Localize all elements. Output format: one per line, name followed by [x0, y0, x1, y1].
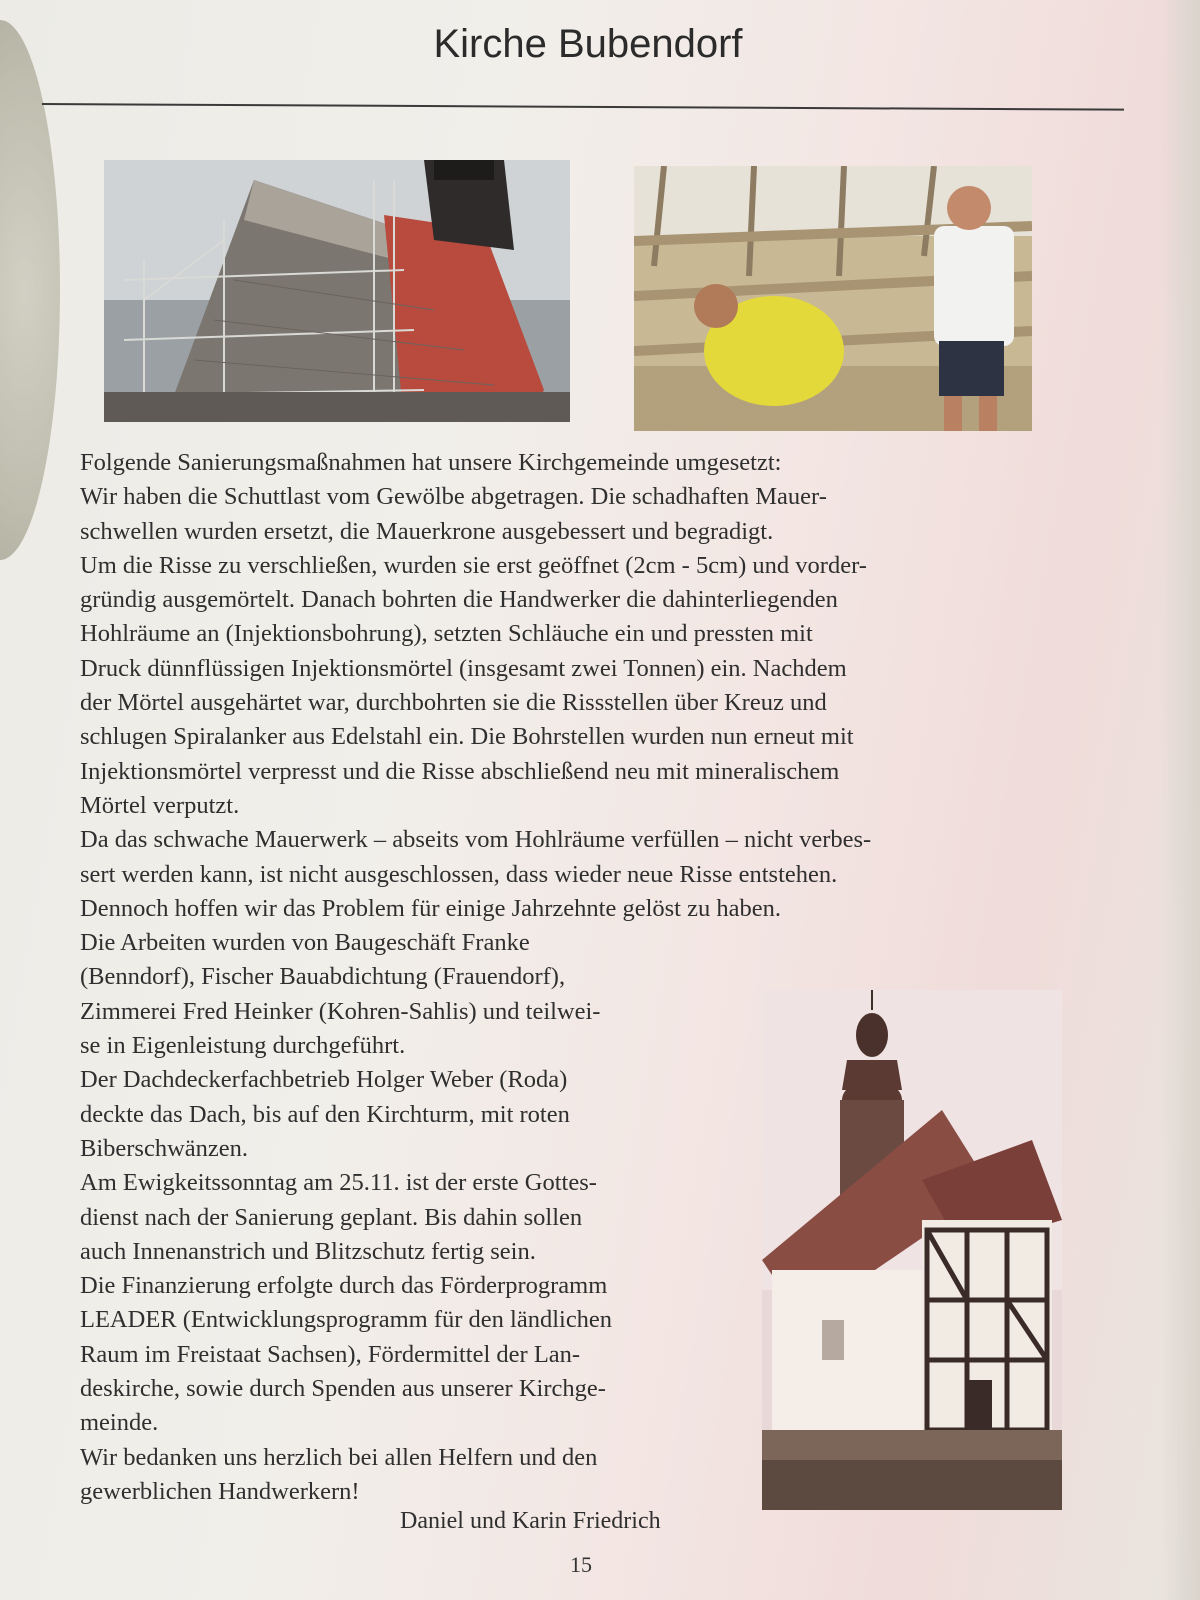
body-line: sert werden kann, ist nicht ausgeschlossen, dass wieder neue Risse entstehen.: [80, 860, 838, 888]
page-right-edge: [1160, 0, 1200, 1600]
body-line: gründig ausgemörtelt. Danach bohrten die Handwerker die dahinterliegenden: [80, 586, 838, 614]
body-line: Injektionsmörtel verpresst und die Risse abschließend neu mit mineralischem: [80, 757, 840, 785]
body-line: schlugen Spiralanker aus Edelstahl ein. Die Bohrstellen wurden nun erneut mit: [80, 723, 854, 751]
body-line: Die Finanzierung erfolgte durch das Förderprogramm: [80, 1272, 608, 1300]
title-divider: [42, 103, 1124, 111]
body-line: Am Ewigkeitssonntag am 25.11. ist der erste Gottes-: [80, 1169, 597, 1197]
body-line: Wir bedanken uns herzlich bei allen Helfern und den: [80, 1443, 598, 1471]
body-line: Hohlräume an (Injektionsbohrung), setzten Schläuche ein und pressten mit: [80, 620, 813, 648]
author-signature: Daniel und Karin Friedrich: [400, 1508, 661, 1534]
body-line: Mörtel verputzt.: [80, 791, 240, 819]
body-line: Da das schwache Mauerwerk – abseits vom Hohlräume verfüllen – nicht verbes-: [80, 826, 872, 854]
body-line: Wir haben die Schuttlast vom Gewölbe abgetragen. Die schadhaften Mauer-: [80, 483, 827, 511]
page-edge-shadow: [0, 20, 60, 560]
scaffolded-church-roof-photo: [104, 160, 570, 422]
body-line: auch Innenanstrich und Blitzschutz fertig sein.: [80, 1237, 536, 1265]
body-line: Raum im Freistaat Sachsen), Fördermittel der Lan-: [80, 1340, 581, 1368]
body-line: gewerblichen Handwerkern!: [80, 1477, 360, 1505]
body-line: Der Dachdeckerfachbetrieb Holger Weber (Roda): [80, 1066, 568, 1094]
body-line: Druck dünnflüssigen Injektionsmörtel (insgesamt zwei Tonnen) ein. Nachdem: [80, 654, 847, 682]
body-line: Die Arbeiten wurden von Baugeschäft Franke: [80, 929, 530, 957]
body-line: LEADER (Entwicklungsprogramm für den ländlichen: [80, 1306, 613, 1334]
body-line: (Benndorf), Fischer Bauabdichtung (Frauendorf),: [80, 963, 566, 991]
body-line: Zimmerei Fred Heinker (Kohren-Sahlis) und teilwei-: [80, 997, 601, 1025]
page-number: 15: [570, 1552, 592, 1577]
body-line: deskirche, sowie durch Spenden aus unserer Kirchge-: [80, 1375, 606, 1403]
body-line: schwellen wurden ersetzt, die Mauerkrone ausgebessert und begradigt.: [80, 517, 774, 545]
body-line: Dennoch hoffen wir das Problem für einige Jahrzehnte gelöst zu haben.: [80, 894, 781, 922]
article-body: [80, 446, 1080, 1509]
body-line: se in Eigenleistung durchgeführt.: [80, 1032, 406, 1060]
body-line: der Mörtel ausgehärtet war, durchbohrten sie die Rissstellen über Kreuz und: [80, 689, 827, 717]
workers-on-attic-floor-photo: [634, 166, 1032, 431]
body-line: Biberschwänzen.: [80, 1134, 249, 1162]
body-line: Um die Risse zu verschließen, wurden sie erst geöffnet (2cm - 5cm) und vorder-: [80, 551, 867, 579]
body-line: dienst nach der Sanierung geplant. Bis dahin sollen: [80, 1203, 583, 1231]
page-title: Kirche Bubendorf: [433, 22, 743, 66]
body-line: deckte das Dach, bis auf den Kirchturm, mit roten: [80, 1100, 570, 1128]
body-line: meinde.: [80, 1409, 159, 1437]
body-line: Folgende Sanierungsmaßnahmen hat unsere Kirchgemeinde umgesetzt:: [80, 449, 782, 476]
